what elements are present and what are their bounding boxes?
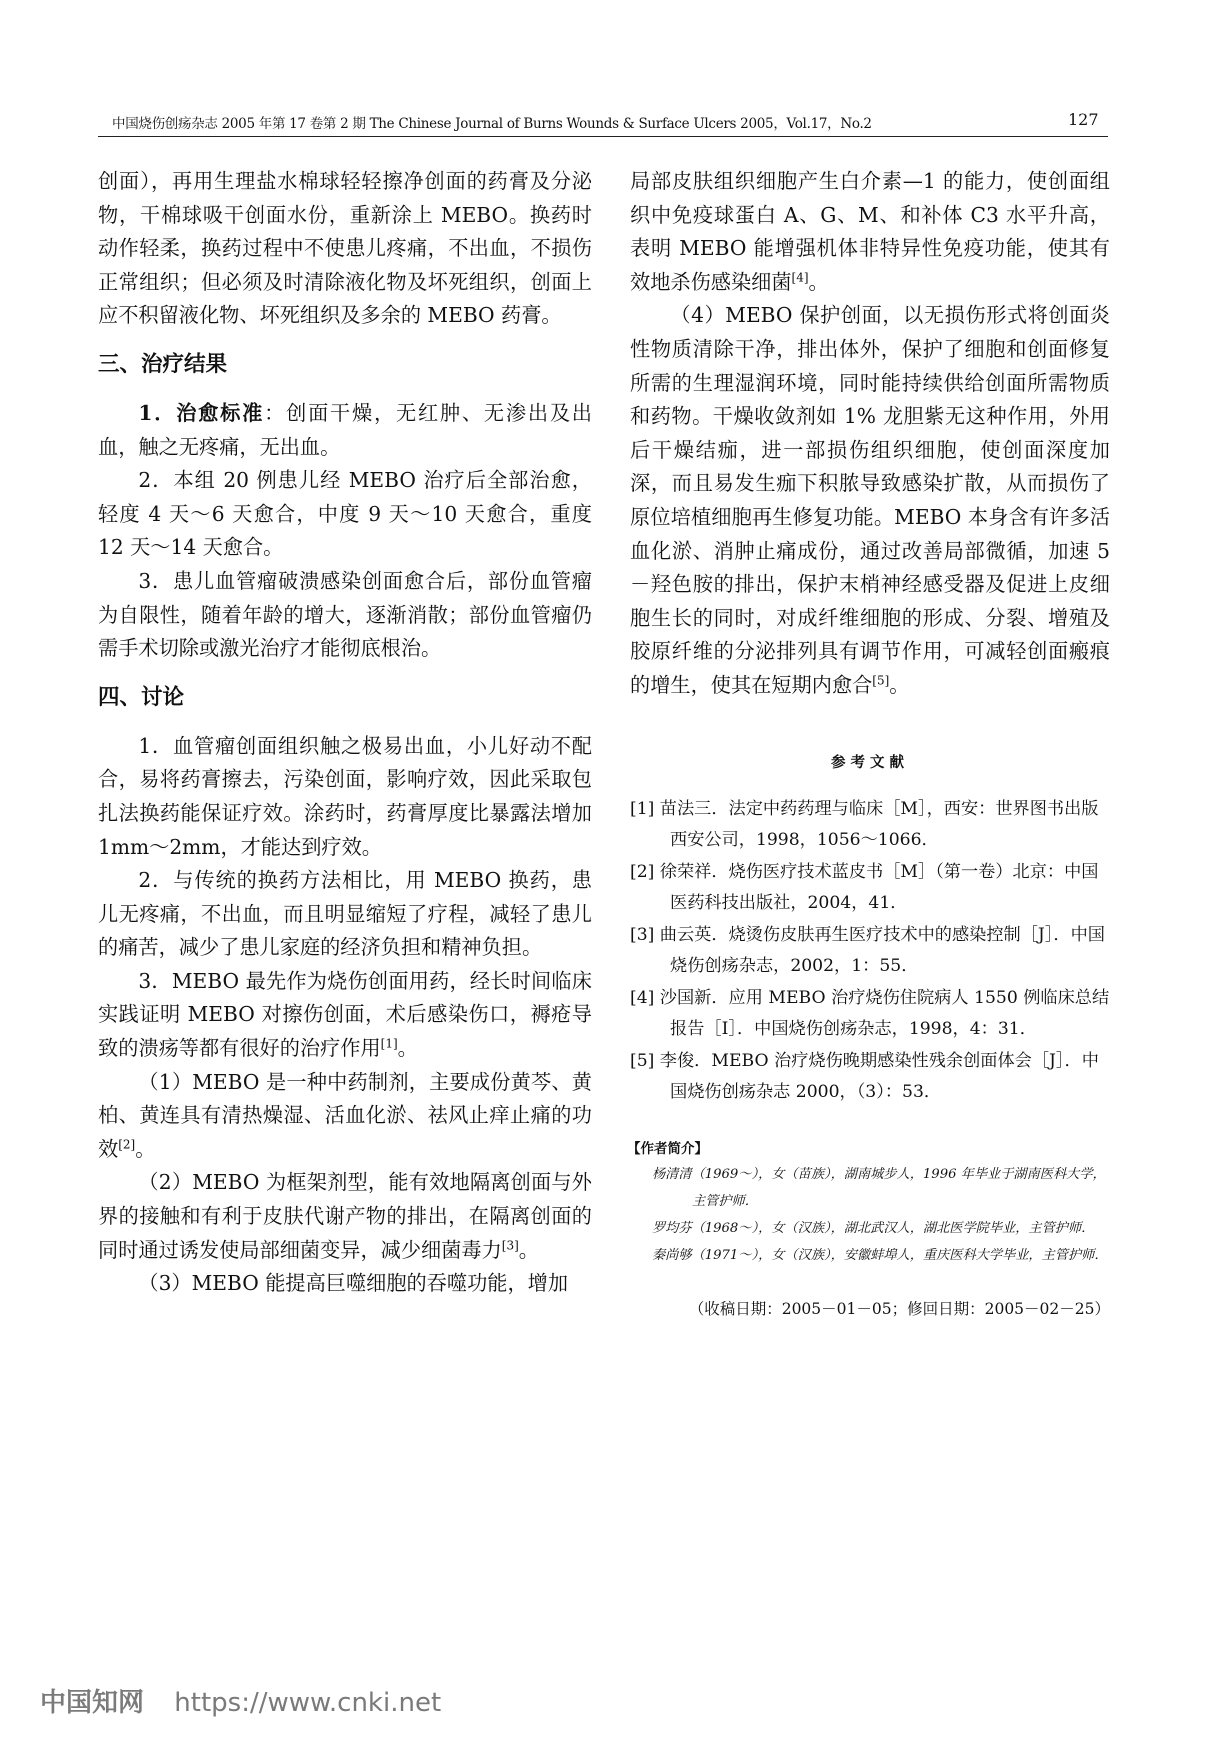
left-column <box>98 165 592 1301</box>
punct: 。 <box>518 1237 539 1262</box>
mechanism-2 <box>98 1166 592 1267</box>
author-bio: 杨清清（1969～），女（苗族），湖南城步人，1996 年毕业于湖南医科大学，主管护师． <box>652 1166 1106 1209</box>
author-bio-heading: 【作者简介】 <box>627 1140 708 1157</box>
page-number: 127 <box>1068 110 1099 129</box>
section-heading-discussion: 四、讨论 <box>98 684 185 710</box>
reference-item: [4] 沙国新．应用 MEBO 治疗烧伤住院病人 1550 例临床总结报告［I］．中国烧伤创疡杂志，1998，4：31． <box>630 987 1110 1039</box>
citation[interactable]: [5] <box>872 673 890 688</box>
paragraph-continued <box>630 165 1110 299</box>
cnki-watermark <box>40 1682 441 1719</box>
punct: 。 <box>135 1136 156 1161</box>
result-1-lead: 1．治愈标准 <box>138 400 265 425</box>
author-bio: 罗均芬（1968～），女（汉族），湖北武汉人，湖北医学院毕业，主管护师． <box>652 1220 1095 1236</box>
discussion-3-text: 3．MEBO 最先作为烧伤创面用药，经长时间临床实践证明 MEBO 对擦伤创面，术后感染伤口，褥疮导致的溃疡等都有很好的治疗作用 <box>98 968 592 1061</box>
discussion-3 <box>98 965 592 1066</box>
header-rule <box>98 136 1108 137</box>
reference-item: [3] 曲云英．烧烫伤皮肤再生医疗技术中的感染控制［J］．中国烧伤创疡杂志，2002，1：55． <box>630 924 1105 976</box>
reference-item: [5] 李俊．MEBO 治疗烧伤晚期感染性残余创面体会［J］．中国烧伤创疡杂志 2000，（3）：53． <box>630 1050 1099 1102</box>
result-2: 2．本组 20 例患儿经 MEBO 治疗后全部治愈，轻度 4 天～6 天愈合，中度 9 天～10 天愈合，重度 12 天～14 天愈合。 <box>98 468 592 560</box>
citation[interactable]: [2] <box>118 1137 136 1152</box>
mechanism-3: （3）MEBO 能提高巨噬细胞的吞噬功能，增加 <box>138 1271 569 1296</box>
received-dates: （收稿日期：2005－01－05；修回日期：2005－02－25） <box>688 1299 1110 1318</box>
punct: 。 <box>889 672 910 697</box>
mechanism-1-text: （1）MEBO 是一种中药制剂，主要成份黄芩、黄柏、黄连具有清热燥湿、活血化淤、祛风止痒止痛的功效 <box>98 1069 592 1161</box>
result-1-text: ：创面干燥，无红肿、无渗出及出血，触之无疼痛，无出血。 <box>98 400 592 459</box>
discussion-1: 1．血管瘤创面组织触之极易出血，小儿好动不配合，易将药膏擦去，污染创面，影响疗效，因此采取包扎法换药能保证疗效。涂药时，药膏厚度比暴露法增加 1mm～2mm，才能达到疗效。 <box>98 733 592 859</box>
references-heading: 参考文献 <box>831 754 909 771</box>
result-3: 3．患儿血管瘤破溃感染创面愈合后，部份血管瘤为自限性，随着年龄的增大，逐渐消散；部份血管瘤仍需手术切除或激光治疗才能彻底根治。 <box>98 568 592 661</box>
mechanism-4-text: （4）MEBO 保护创面，以无损伤形式将创面炎性物质清除干净，排出体外，保护了细胞和创面修复所需的生理湿润环境，同时能持续供给创面所需物质和药物。干燥收敛剂如 1% 龙胆紫无这种作用，外用后干燥结痂，进一部损伤组织细胞，使创面深度加深，而且易发生痂下积脓导致感染扩散，从而损伤了原位培植细胞再生修复功能。MEBO 本身含有许多活血化淤、消肿止痛成份，通过改善局部微循，加速 5－羟色胺的排出，保护末梢神经感受器及促进上皮细胞生长的同时，对成纤维细胞的形成、分裂、增殖及胶原纤维的分泌排列具有调节作用，可减轻创面瘢痕的增生，使其在短期内愈合 <box>630 303 1110 697</box>
citation[interactable]: [4] <box>791 270 809 285</box>
mechanism-1 <box>98 1066 592 1167</box>
reference-item: [1] 苗法三．法定中药药理与临床［M］，西安：世界图书出版西安公司，1998，1056～1066． <box>630 798 1099 850</box>
mechanism-2-text: （2）MEBO 为框架剂型，能有效地隔离创面与外界的接触和有利于皮肤代谢产物的排出，在隔离创面的同时通过诱发使局部细菌变异，减少细菌毒力 <box>98 1170 592 1262</box>
punct: 。 <box>397 1036 418 1061</box>
continued-text: 局部皮肤组织细胞产生白介素—1 的能力，使创面组织中免疫球蛋白 A、G、M、和补体 C3 水平升高，表明 MEBO 能增强机体非特异性免疫功能，使其有效地杀伤感染细菌 <box>630 169 1110 294</box>
result-1 <box>98 397 592 464</box>
paragraph-continued: 创面），再用生理盐水棉球轻轻擦净创面的药膏及分泌物，干棉球吸干创面水份，重新涂上 MEBO。换药时动作轻柔，换药过程中不使患儿疼痛，不出血，不损伤正常组织；但必须及时清除液化物及坏死组织，创面上应不积留液化物、坏死组织及多余的 MEBO 药膏。 <box>98 169 592 328</box>
cnki-url[interactable]: https://www.cnki.net <box>174 1688 442 1718</box>
right-column <box>627 165 1110 1319</box>
section-heading-results: 三、治疗结果 <box>98 351 228 377</box>
running-header: 中国烧伤创疡杂志 2005 年第 17 卷第 2 期 The Chinese Journal of Burns Wounds & Surface Ulcers 2005，Vol.17，No.2 <box>112 116 872 132</box>
citation[interactable]: [3] <box>501 1237 519 1252</box>
cnki-logo: 中国知网 <box>40 1688 145 1718</box>
punct: 。 <box>808 269 829 294</box>
reference-item: [2] 徐荣祥．烧伤医疗技术蓝皮书［M］（第一卷）北京：中国医药科技出版社，2004，41． <box>630 861 1099 913</box>
discussion-2: 2．与传统的换药方法相比，用 MEBO 换药，患儿无疼痛，不出血，而且明显缩短了疗程，减轻了患儿的痛苦，减少了患儿家庭的经济负担和精神负担。 <box>98 868 592 960</box>
author-bio: 秦尚够（1971～），女（汉族），安徽蚌埠人，重庆医科大学毕业，主管护师． <box>652 1247 1108 1263</box>
citation[interactable]: [1] <box>380 1036 398 1051</box>
mechanism-4 <box>630 299 1110 702</box>
